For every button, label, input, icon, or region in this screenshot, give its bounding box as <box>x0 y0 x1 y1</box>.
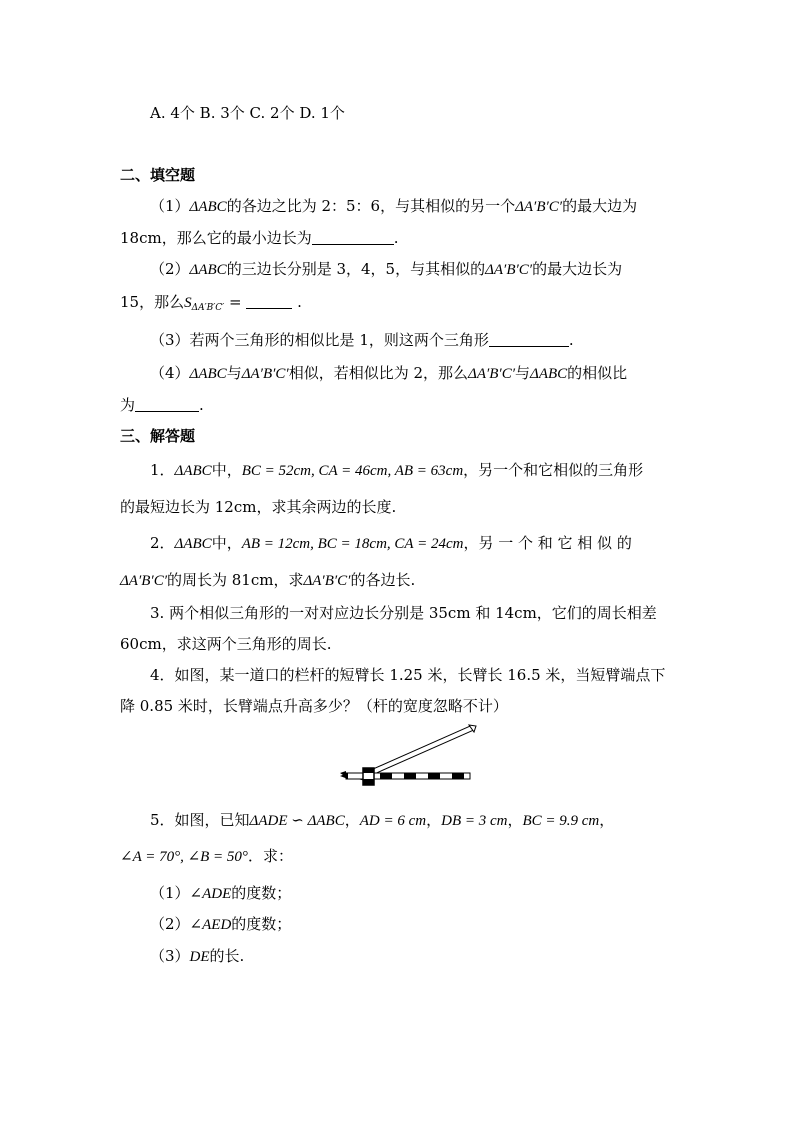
math: ∠ADE <box>189 886 232 902</box>
text: 与 <box>515 364 531 382</box>
section3-title: 三、解答题 <box>120 427 196 445</box>
s2-q2-line1 <box>150 259 622 280</box>
text: 中， <box>211 461 242 479</box>
math: DE <box>189 949 210 965</box>
text: 15，那么 <box>120 293 185 311</box>
text: . <box>393 229 399 247</box>
answer-blank[interactable] <box>135 397 199 412</box>
text: . <box>292 293 302 311</box>
text: ， <box>426 811 442 829</box>
s2-q4-line1 <box>150 363 627 384</box>
formula: BC = 52cm, CA = 46cm, AB = 63cm <box>241 463 464 479</box>
text: （2） <box>150 260 190 278</box>
text: 的周长为 81cm，求 <box>166 571 304 589</box>
math: ΔA′B′C′ <box>241 366 289 382</box>
math: ΔABC <box>189 199 227 215</box>
math: ΔA′B′C′ <box>468 366 515 382</box>
answer-blank[interactable] <box>312 230 394 245</box>
math: ∠AED <box>189 917 232 933</box>
answer-blank[interactable] <box>246 294 292 309</box>
math: ΔABC <box>174 463 212 479</box>
s2-q1-line2 <box>120 228 399 248</box>
text: 的长. <box>209 947 245 965</box>
horizontal-arm <box>340 773 470 779</box>
s3-q4-line1: 4．如图，某一道口的栏杆的短臂长 1.25 米，长臂长 16.5 米，当短臂端点下 <box>150 666 666 684</box>
s2-q4-line2 <box>120 395 204 415</box>
math: ΔADE ∽ ΔABC <box>249 813 345 829</box>
text: （4） <box>150 364 190 382</box>
math: ΔA′B′C′ <box>120 573 167 589</box>
text: （3） <box>150 947 190 965</box>
section2-title: 二、填空题 <box>120 166 196 184</box>
s3-q1-line2: 的最短边长为 12cm，求其余两边的长度. <box>120 498 397 516</box>
math: ∠A = 70°, ∠B = 50° <box>120 849 248 865</box>
formula: AB = 12cm, BC = 18cm, CA = 24cm <box>241 536 464 552</box>
text: . <box>568 331 574 349</box>
text: ， <box>599 811 615 829</box>
pivot-post <box>363 768 374 785</box>
text: 1． <box>150 461 175 479</box>
s3-q5-line2 <box>120 846 293 867</box>
text: （3）若两个三角形的相似比是 1，则这两个三角形 <box>150 331 489 349</box>
s3-q2-line2 <box>120 570 415 591</box>
subscript: ΔA′B′C′ <box>191 303 225 313</box>
s3-q4-line2: 降 0.85 米时，长臂端点升高多少？（杆的宽度忽略不计） <box>120 697 508 715</box>
s3-q5-sub3 <box>150 946 244 967</box>
s3-q1-line1 <box>150 460 643 481</box>
s3-q5-sub2 <box>150 914 291 935</box>
answer-blank[interactable] <box>489 332 569 347</box>
text: 的最大边为 <box>562 197 638 215</box>
math: DB = 3 cm <box>441 813 508 829</box>
text: （2） <box>150 915 190 933</box>
text: 的相似比 <box>567 364 628 382</box>
s3-q3-line2: 60cm，求这两个三角形的周长. <box>120 635 332 653</box>
s3-q5-sub1 <box>150 883 291 904</box>
text: 的各边之比为 2：5：6，与其相似的另一个 <box>226 197 516 215</box>
s2-q3-line <box>150 330 574 350</box>
text: 相似，若相似比为 2，那么 <box>288 364 469 382</box>
math: ΔABC <box>530 366 568 382</box>
math: ΔA′B′C′ <box>303 573 351 589</box>
math: ΔABC <box>189 366 227 382</box>
text: 的最大边长为 <box>532 260 623 278</box>
text: ，另一个和它相似的三角形 <box>463 461 644 479</box>
text: 的各边长. <box>350 571 416 589</box>
text: 与 <box>226 364 242 382</box>
text: 的度数； <box>231 884 292 902</box>
math: ΔA′B′C′ <box>485 262 533 278</box>
math: AD = 6 cm <box>359 813 427 829</box>
text: 的度数； <box>231 915 292 933</box>
text: 5．如图，已知 <box>150 811 250 829</box>
text: 2． <box>150 534 175 552</box>
text: ， <box>507 811 523 829</box>
s2-q2-line2 <box>120 292 302 318</box>
math: ΔA′B′C′ <box>515 199 563 215</box>
math: S <box>184 295 192 311</box>
text: 18cm，那么它的最小边长为 <box>120 229 312 247</box>
text: . <box>199 396 204 414</box>
choices-line: A. 4个 B. 3个 C. 2个 D. 1个 <box>150 104 345 122</box>
text: ．求： <box>247 847 293 865</box>
text: = <box>224 293 247 311</box>
s3-q5-line1 <box>150 810 614 831</box>
long-arm-raised <box>368 725 476 774</box>
text: 的三边长分别是 3，4，5，与其相似的 <box>226 260 486 278</box>
text: （1） <box>150 884 190 902</box>
text: 中， <box>211 534 242 552</box>
s3-q3-line1: 3. 两个相似三角形的一对对应边长分别是 35cm 和 14cm，它们的周长相差 <box>150 604 657 622</box>
text: （1） <box>150 197 190 215</box>
math: ΔABC <box>189 262 227 278</box>
math: ΔABC <box>174 536 212 552</box>
s3-q2-line1 <box>150 533 632 554</box>
barrier-figure <box>336 722 478 786</box>
s2-q1-line1 <box>150 196 637 217</box>
text: 为 <box>120 396 136 414</box>
text: ，另 一 个 和 它 相 似 的 <box>463 534 632 552</box>
math: BC = 9.9 cm <box>522 813 600 829</box>
text: ， <box>344 811 360 829</box>
